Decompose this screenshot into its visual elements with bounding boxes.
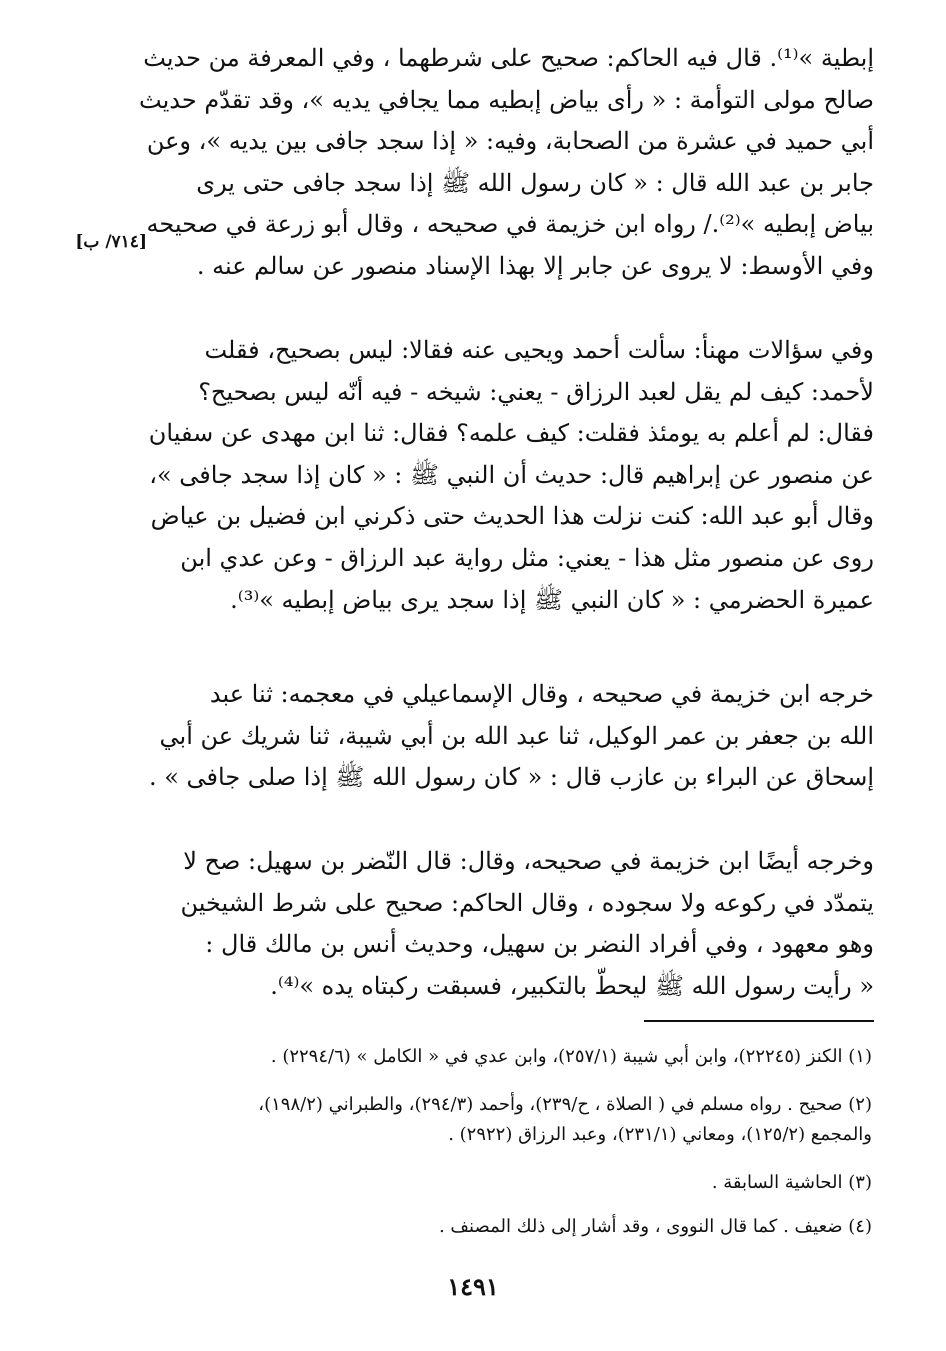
footnote-line: والمجمع (١٢٥/٢)، ومعاني (٢٣١/١)، وعبد الرزاق (٢٩٢٢) . [448, 1124, 872, 1145]
text-line: أبي حميد في عشرة من الصحابة، وفيه: « إذا سجد جافى بين يديه »، وعن [146, 127, 874, 156]
text-line: وهو معهود ، وفي أفراد النضر بن سهيل، وحديث أنس بن مالك قال : [205, 930, 874, 959]
paragraph-4 [114, 841, 874, 1007]
footnote-line: (٢) صحيح . رواه مسلم في ( الصلاة ، ح/٢٣٩)، وأحمد (٢٩٤/٣)، والطبراني (١٩٨/٢)، [258, 1094, 872, 1115]
footnote-3 [112, 1168, 872, 1198]
text-line: يتمدّد في ركوعه ولا سجوده ، وقال الحاكم: صحيح على شرط الشيخين [180, 888, 874, 917]
page-number: ١٤٩١ [447, 1272, 499, 1301]
footnote-divider [644, 1020, 874, 1022]
text-line: عن منصور عن إبراهيم قال: حديث أن النبي ﷺ : « كان إذا سجد جافى »، [149, 460, 874, 489]
text-line: جابر بن عبد الله قال : « كان رسول الله ﷺ إذا سجد جافى حتى يرى [196, 168, 874, 197]
text-line: وفي الأوسط: لا يروى عن جابر إلا بهذا الإسناد منصور عن سالم عنه . [196, 251, 874, 280]
paragraph-2 [114, 330, 874, 621]
margin-folio-marker: [٧١٤/ ب] [75, 232, 147, 252]
text-line: لأحمد: كيف لم يقل لعبد الرزاق - يعني: شيخه - فيه أنّه ليس بصحيح؟ [198, 377, 874, 406]
footnote-line: (١) الكنز (٢٢٢٤٥)، وابن أبي شيبة (٢٥٧/١)، وابن عدي في « الكامل » (٢٢٩٤/٦) . [270, 1046, 872, 1067]
footnote-line: (٤) ضعيف . كما قال النووى ، وقد أشار إلى ذلك المصنف . [438, 1216, 872, 1237]
text-line: عميرة الحضرمي : « كان النبي ﷺ إذا سجد يرى بياض إبطيه »⁽³⁾. [230, 585, 874, 614]
text-line: الله بن جعفر بن عمر الوكيل، ثنا عبد الله بن أبي شيبة، ثنا شريك عن أبي [159, 721, 874, 750]
footnote-line: (٣) الحاشية السابقة . [711, 1172, 872, 1193]
text-line: روى عن منصور مثل هذا - يعني: مثل رواية عبد الرزاق - وعن عدي ابن [180, 543, 874, 572]
paragraph-3 [114, 674, 874, 799]
footnote-4 [112, 1212, 872, 1242]
text-line: صالح مولى التوأمة : « رأى بياض إبطيه مما يجافي يديه »، وقد تقدّم حديث [139, 85, 874, 114]
footnote-2 [112, 1090, 872, 1150]
text-line: خرجه ابن خزيمة في صحيحه ، وقال الإسماعيلي في معجمه: ثنا عبد [209, 680, 874, 708]
text-line: « رأيت رسول الله ﷺ ليحطّ بالتكبير، فسبقت ركبتاه يده »⁽⁴⁾. [270, 971, 874, 1000]
text-line: فقال: لم أعلم به يومئذ فقلت: كيف علمه؟ فقال: ثنا ابن مهدى عن سفيان [148, 419, 874, 448]
footnote-1 [112, 1042, 872, 1072]
text-line: وخرجه أيضًا ابن خزيمة في صحيحه، وقال: قال النّضر بن سهيل: صح لا [183, 847, 874, 875]
text-line: وقال أبو عبد الله: كنت نزلت هذا الحديث حتى ذكرني ابن فضيل بن عياض [150, 502, 874, 531]
paragraph-1 [114, 38, 874, 288]
text-line: إسحاق عن البراء بن عازب قال : « كان رسول الله ﷺ إذا صلى جافى » . [148, 763, 874, 792]
text-line: وفي سؤالات مهنأ: سألت أحمد ويحيى عنه فقالا: ليس بصحيح، فقلت [204, 336, 874, 364]
text-line: بياض إبطيه »⁽²⁾./ رواه ابن خزيمة في صحيحه ، وقال أبو زرعة في صحيحه [146, 210, 874, 239]
text-line: إبطية »⁽¹⁾. قال فيه الحاكم: صحيح على شرطهما ، وفي المعرفة من حديث [143, 44, 874, 72]
